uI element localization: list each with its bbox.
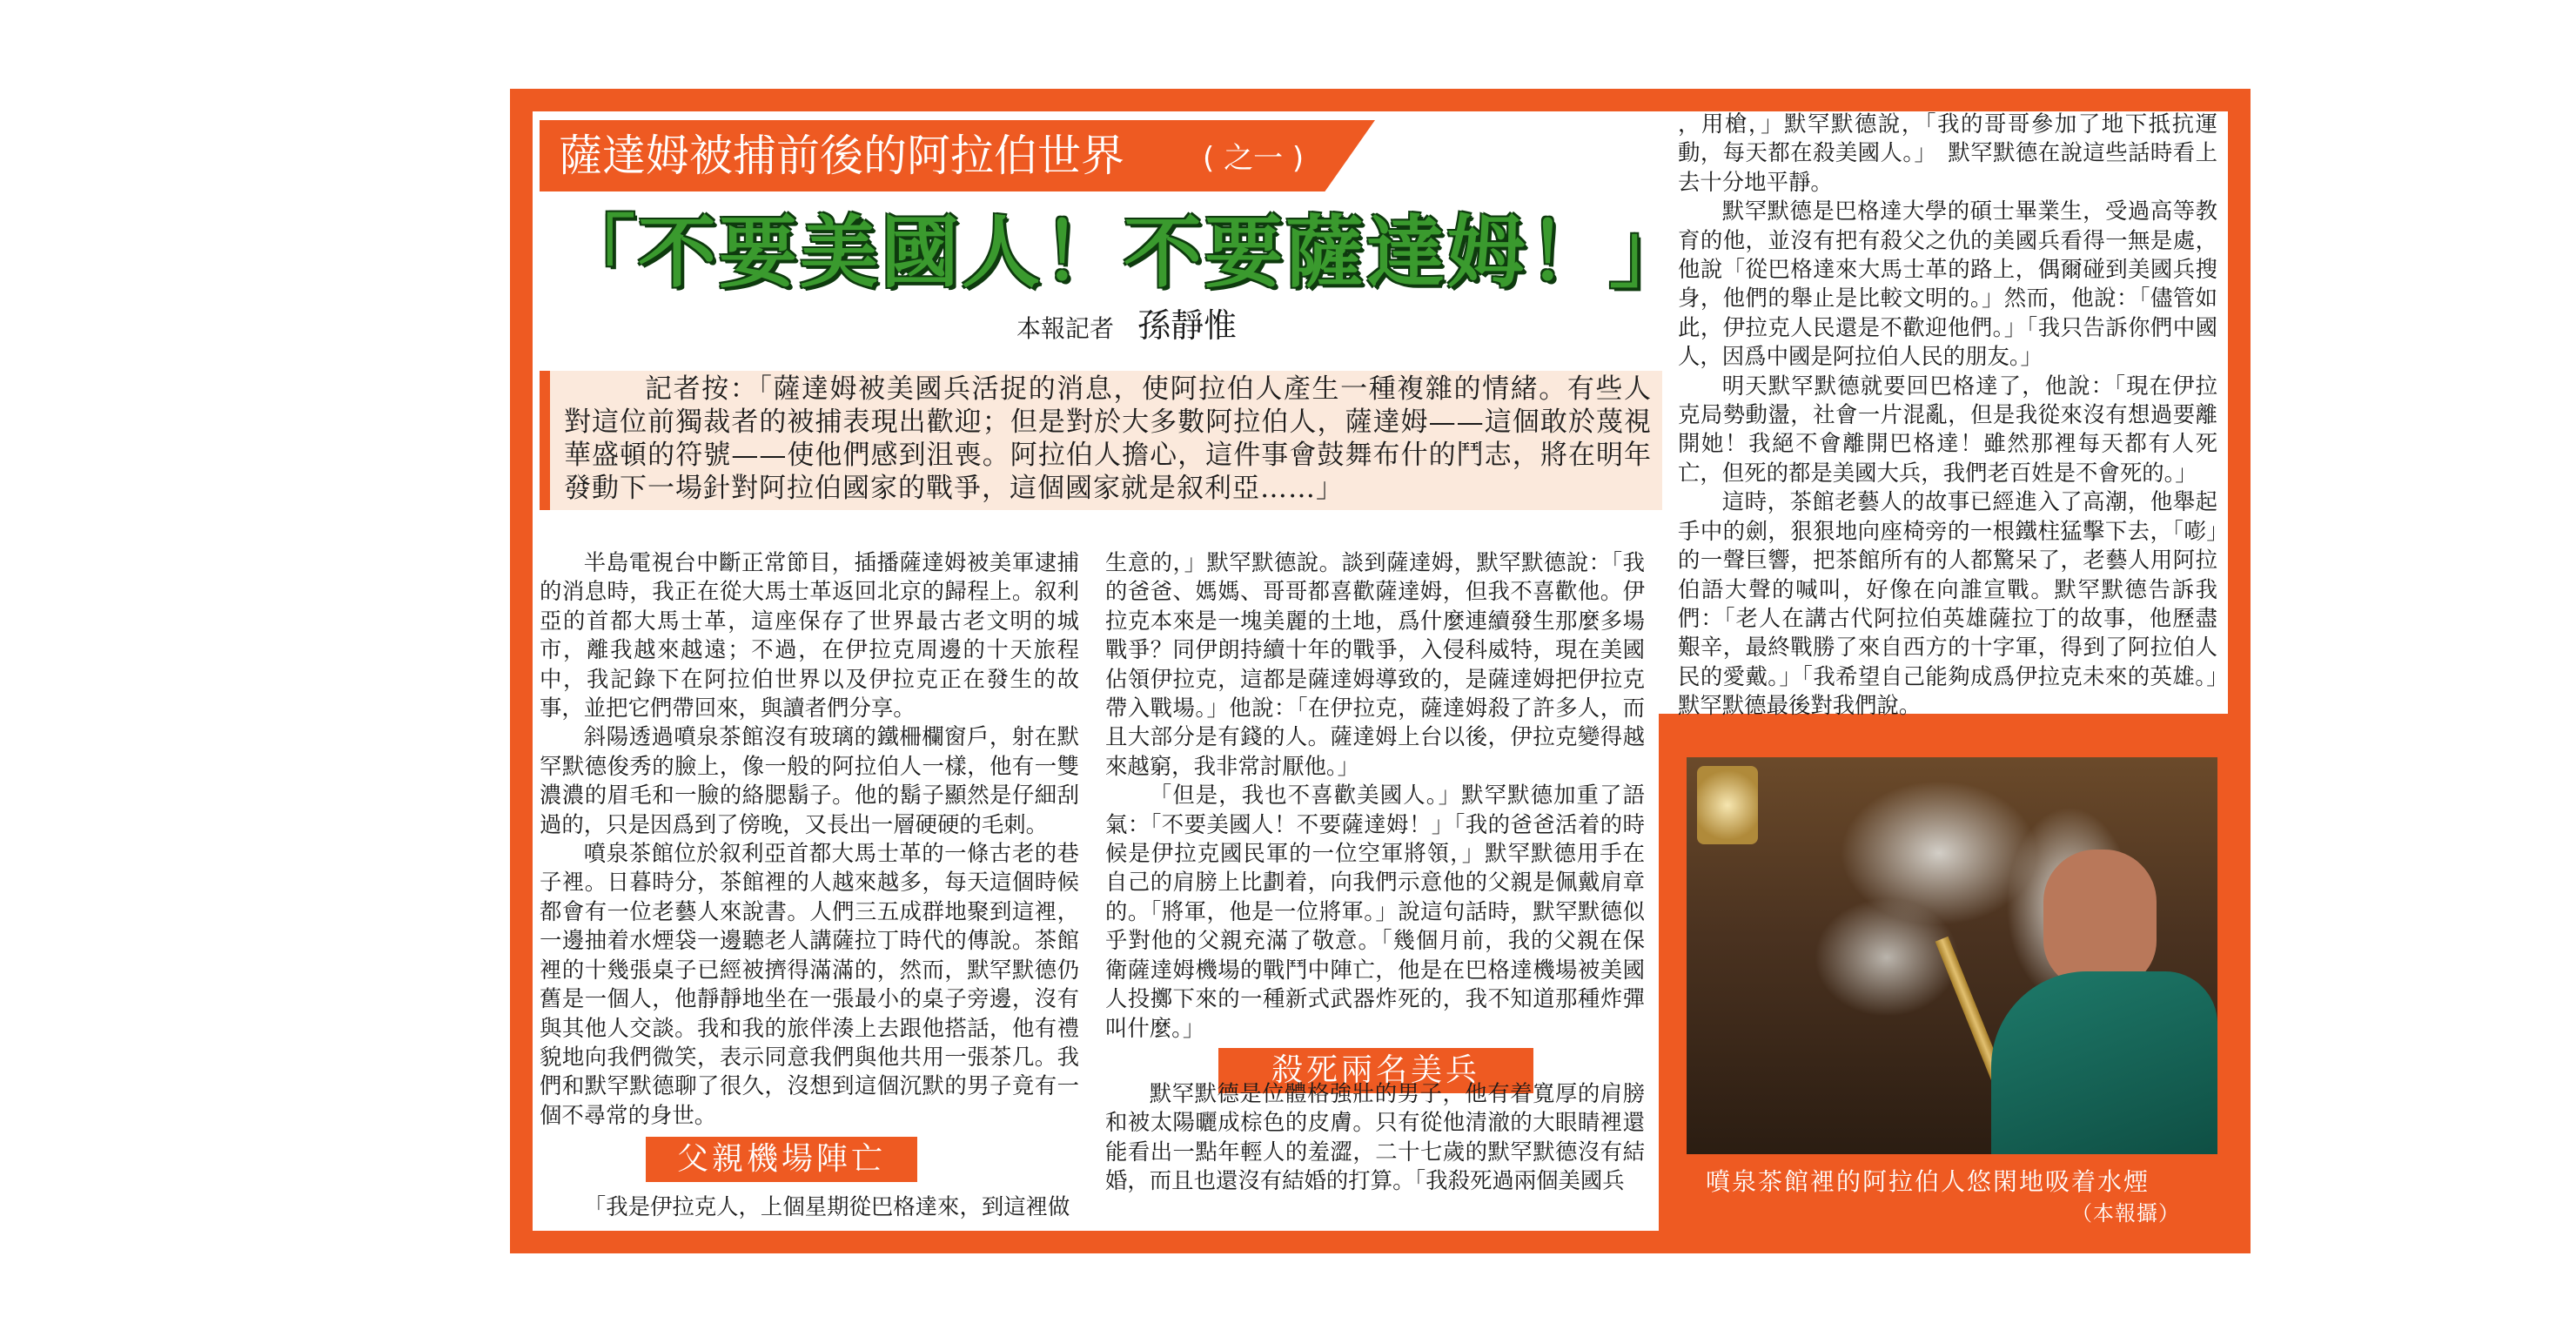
paragraph: 默罕默德是位體格強壯的男子，他有着寬厚的肩膀和被太陽曬成棕色的皮膚。只有從他清澈的大眼睛裡還能看出一點年輕人的羞澀，二十七歲的默罕默德沒有結婚，而且也還沒有結婚的打算。「我殺死過兩個美國兵 [1105,1080,1645,1194]
byline [1016,305,1237,353]
photo-credit: （本報攝） [2071,1201,2180,1226]
editor-note: 記者按：「薩達姆被美國兵活捉的消息，使阿拉伯人產生一種複雜的情緒。有些人對這位前獨裁者的被捕表現出歡迎；但是對於大多數阿拉伯人，薩達姆——這個敢於蔑視華盛頓的符號——使他們感到沮喪。阿拉伯人擔心，這件事會鼓舞布什的鬥志，將在明年發動下一場針對阿拉伯國家的戰爭，這個國家就是叙利亞……」 [564,373,1652,504]
paragraph: 默罕默德是巴格達大學的碩士畢業生，受過高等教育的他，並沒有把有殺父之仇的美國兵看得一無是處，他說「從巴格達來大馬士革的路上，偶爾碰到美國兵搜身，他們的舉止是比較文明的。」然而，他說：「儘管如此，伊拉克人民還是不歡迎他們。」「我只告訴你們中國人，因爲中國是阿拉伯人民的朋友。」 [1678,198,2217,370]
paragraph: ，用槍，」默罕默德說，「我的哥哥參加了地下抵抗運動，每天都在殺美國人。」 默罕默德在說這些話時看上去十分地平靜。 [1678,111,2217,195]
paragraph: 「我是伊拉克人，上個星期從巴格達來，到這裡做 [583,1193,1070,1219]
byline-name: 孫靜惟 [1137,306,1238,345]
paragraph: 生意的，」默罕默德說。談到薩達姆，默罕默德說：「我的爸爸、媽媽、哥哥都喜歡薩達姆，但我不喜歡他。伊拉克本來是一塊美麗的土地，爲什麼連續發生那麼多場戰爭？同伊朗持續十年的戰爭，入侵科威特，現在美國佔領伊拉克，這都是薩達姆導致的，是薩達姆把伊拉克帶入戰場。」他說：「在伊拉克，薩達姆殺了許多人，而且大部分是有錢的人。薩達姆上台以後，伊拉克變得越來越窮，我非常討厭他。」 [1105,549,1645,779]
green-jacket-shape [1991,971,2217,1154]
photo-caption: 噴泉茶館裡的阿拉伯人悠閑地吸着水煙 [1706,1167,2150,1196]
body-column-1 [540,548,1079,1165]
body-column-3 [1678,110,2217,719]
paragraph: 半島電視台中斷正常節目，插播薩達姆被美軍逮捕的消息時，我正在從大馬士革返回北京的歸程上。叙利亞的首都大馬士革，這座保存了世界最古老文明的城市，離我越來越遠；不過，在伊拉克周邊的十天旅程中，我記錄下在阿拉伯世界以及伊拉克正在發生的故事，並把它們帶回來，與讀者們分享。 [540,549,1079,722]
body-column-2-tail [1105,1079,1645,1227]
byline-role: 本報記者 [1016,314,1115,343]
body-column-1-tail [540,1192,1079,1227]
series-title: 薩達姆被捕前後的阿拉伯世界 [559,131,1124,181]
subheading-father: 父親機場陣亡 [646,1137,917,1182]
paragraph: 明天默罕默德就要回巴格達了，他說：「現在伊拉克局勢動盪，社會一片混亂，但是我從來沒有想過要離開她！我絕不會離開巴格達！雖然那裡每天都有人死亡，但死的都是美國大兵，我們老百姓是不會死的。」 [1678,372,2217,486]
headline: 「不要美國人！不要薩達姆！」 [557,207,1690,299]
body-column-2 [1105,548,1645,1043]
paragraph: 斜陽透過噴泉茶館沒有玻璃的鐵柵欄窗戶，射在默罕默德俊秀的臉上，像一般的阿拉伯人一樣，他有一雙濃濃的眉毛和一臉的絡腮鬍子。他的鬍子顯然是仔細刮過的，只是因爲到了傍晚，又長出一層硬硬的毛刺。 [540,723,1079,837]
subheading-soldiers: 殺死兩名美兵 [1218,1048,1533,1093]
series-part-label: ( 之一 ) [1203,141,1305,176]
paragraph: 「但是，我也不喜歡美國人。」默罕默德加重了語氣：「不要美國人！不要薩達姆！」「我的爸爸活着的時候是伊拉克國民軍的一位空軍將領，」默罕默德用手在自己的肩膀上比劃着，向我們示意他的父親是佩戴肩章的。「將軍，他是一位將軍。」說這句話時，默罕默德似乎對他的父親充滿了敬意。「幾個月前，我的父親在保衛薩達姆機場的戰鬥中陣亡，他是在巴格達機場被美國人投擲下來的一種新式武器炸死的，我不知道那種炸彈叫什麼。」 [1105,782,1645,1041]
paragraph: 噴泉茶館位於叙利亞首都大馬士革的一條古老的巷子裡。日暮時分，茶館裡的人越來越多，每天這個時候都會有一位老藝人來說書。人們三五成群地聚到這裡，一邊抽着水煙袋一邊聽老人講薩拉丁時代的傳說。茶館裡的十幾張桌子已經被擠得滿滿的，然而，默罕默德仍舊是一個人，他靜靜地坐在一張最小的桌子旁邊，沒有與其他人交談。我和我的旅伴湊上去跟他搭話，他有禮貌地向我們微笑，表示同意我們與他共用一張茶几。我們和默罕默德聊了很久，沒想到這個沉默的男子竟有一個不尋常的身世。 [540,840,1079,1128]
hookah-smoker-photo [1687,757,2217,1154]
lamp-shape [1697,766,1758,844]
man-face-shape [2043,850,2157,989]
paragraph: 這時，茶館老藝人的故事已經進入了高潮，他舉起手中的劍，狠狠地向座椅旁的一根鐵柱猛擊下去，「嘭」的一聲巨響，把茶館所有的人都驚呆了，老藝人用阿拉伯語大聲的喊叫，好像在向誰宣戰。默罕默德告訴我們：「老人在講古代阿拉伯英雄薩拉丁的故事，他歷盡艱辛，最終戰勝了來自西方的十字軍，得到了阿拉伯人民的愛戴。」「我希望自己能夠成爲伊拉克未來的英雄。」默罕默德最後對我們說。 [1678,488,2217,719]
